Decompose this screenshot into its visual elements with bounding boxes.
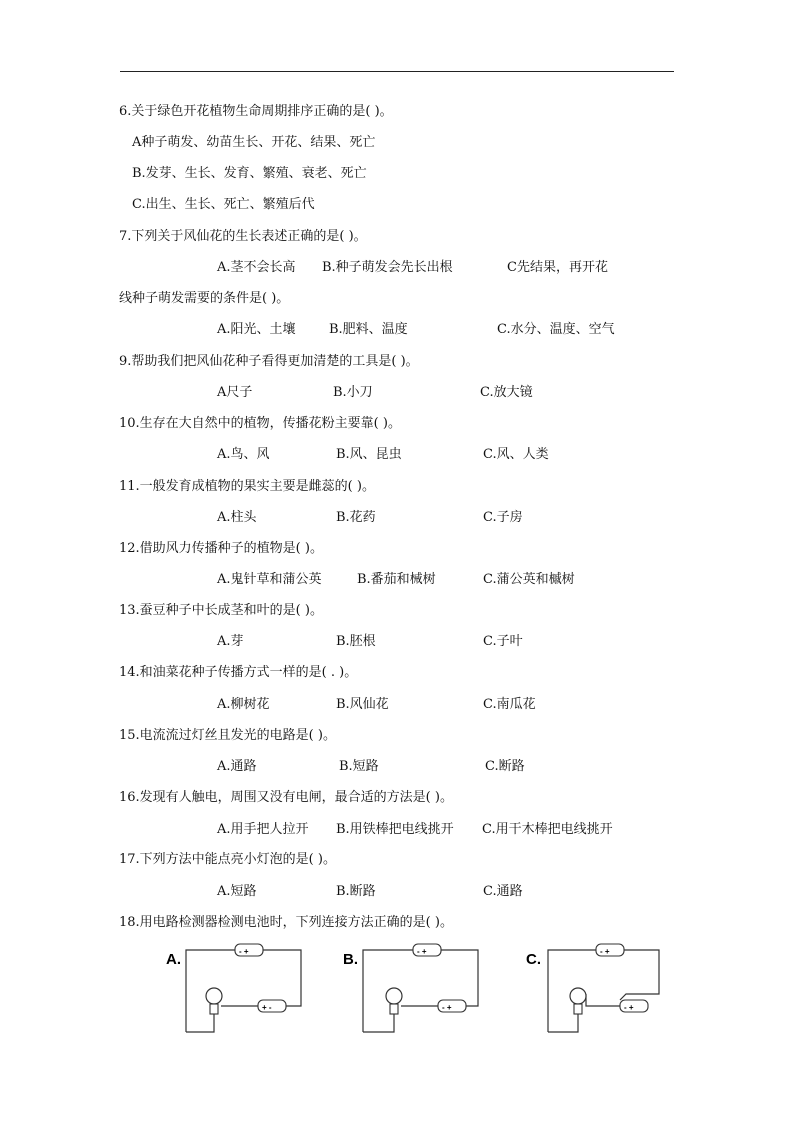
wire — [624, 950, 659, 994]
question-13-stem: 13.蚕豆种子中长成茎和叶的是( )。 — [119, 603, 323, 618]
question-11-option-c: C.子房 — [483, 510, 523, 525]
wire — [548, 1014, 578, 1032]
question-9-option-a: A尺子 — [217, 385, 253, 400]
bulb-base — [390, 1004, 398, 1014]
question-15-option-c: C.断路 — [485, 759, 525, 774]
question-14-option-c: C.南瓜花 — [483, 697, 536, 712]
question-15-stem: 15.电流流过灯丝且发光的电路是( )。 — [119, 728, 336, 743]
battery-polarity: - + — [624, 1003, 634, 1012]
battery-polarity: - + — [600, 947, 610, 956]
circuit-b-label: B. — [343, 951, 358, 968]
wire — [586, 994, 620, 1006]
wire — [363, 1014, 394, 1032]
question-9-stem: 9.帮助我们把风仙花种子看得更加清楚的工具是( )。 — [119, 354, 419, 369]
question-8-option-a: A.阳光、土壤 — [217, 322, 296, 337]
question-8-option-c: C.水分、温度、空气 — [497, 322, 615, 337]
battery-polarity: + - — [262, 1003, 272, 1012]
question-15-option-a: A.通路 — [217, 759, 257, 774]
question-8-option-b: B.肥料、温度 — [329, 322, 408, 337]
question-7-option-b: B.种子萌发会先长出根 — [322, 260, 453, 275]
question-16-option-c: C.用干木棒把电线挑开 — [482, 822, 613, 837]
question-6-stem: 6.关于绿色开花植物生命周期排序正确的是( )。 — [119, 104, 393, 119]
circuit-diagram-c — [526, 944, 656, 1034]
question-6-option-a: A种子萌发、幼苗生长、开花、结果、死亡 — [132, 135, 376, 150]
circuit-diagram-b — [343, 944, 473, 1034]
wire — [620, 994, 648, 1000]
wire — [186, 1014, 214, 1032]
question-10-option-c: C.风、人类 — [483, 447, 549, 462]
question-9-option-c: C.放大镜 — [480, 385, 533, 400]
question-17-option-c: C.通路 — [483, 884, 523, 899]
question-16-stem: 16.发现有人触电，周围又没有电闸，最合适的方法是( )。 — [119, 790, 453, 805]
battery-polarity: - + — [239, 947, 249, 956]
battery-polarity: - + — [442, 1003, 452, 1012]
circuit-a-label: A. — [166, 951, 181, 968]
question-16-option-b: B.用铁棒把电线挑开 — [336, 822, 454, 837]
light-bulb-icon — [570, 988, 586, 1004]
question-14-stem: 14.和油菜花种子传播方式一样的是( . )。 — [119, 665, 358, 680]
light-bulb-icon — [386, 988, 402, 1004]
question-14-option-a: A.柳树花 — [217, 697, 270, 712]
question-18-stem: 18.用电路检测器检测电池时，下列连接方法正确的是( )。 — [119, 915, 453, 930]
question-17-option-b: B.断路 — [336, 884, 376, 899]
circuit-diagram-a — [166, 944, 296, 1034]
question-9-option-b: B.小刀 — [333, 385, 373, 400]
question-10-stem: 10.生存在大自然中的植物，传播花粉主要靠( )。 — [119, 416, 401, 431]
question-7-option-a: A.茎不会长高 — [217, 260, 296, 275]
question-11-stem: 11.一般发育成植物的果实主要是雌蕊的( )。 — [119, 479, 375, 494]
question-7-option-c: C先结果，再开花 — [507, 260, 608, 275]
header-rule — [120, 71, 674, 72]
question-17-option-a: A.短路 — [217, 884, 257, 899]
question-13-option-c: C.子叶 — [483, 634, 523, 649]
question-12-option-c: C.蒲公英和槭树 — [483, 572, 575, 587]
circuit-c-label: C. — [526, 951, 541, 968]
light-bulb-icon — [206, 988, 222, 1004]
battery-polarity: - + — [417, 947, 427, 956]
question-17-stem: 17.下列方法中能点亮小灯泡的是( )。 — [119, 852, 336, 867]
question-13-option-a: A.芽 — [217, 634, 244, 649]
question-8-stem: 线种子萌发需要的条件是( )。 — [119, 291, 290, 306]
question-13-option-b: B.胚根 — [336, 634, 376, 649]
question-16-option-a: A.用手把人拉开 — [217, 822, 309, 837]
question-10-option-b: B.风、昆虫 — [336, 447, 402, 462]
question-12-option-b: B.番茄和械树 — [357, 572, 436, 587]
question-6-option-c: C.出生、生长、死亡、繁殖后代 — [132, 197, 315, 212]
question-10-option-a: A.鸟、风 — [217, 447, 270, 462]
question-14-option-b: B.风仙花 — [336, 697, 389, 712]
question-12-option-a: A.鬼针草和蒲公英 — [217, 572, 322, 587]
wire — [441, 950, 478, 1006]
bulb-base — [210, 1004, 218, 1014]
question-12-stem: 12.借助风力传播种子的植物是( )。 — [119, 541, 323, 556]
question-6-option-b: B.发芽、生长、发育、繁殖、衰老、死亡 — [132, 166, 367, 181]
question-11-option-a: A.柱头 — [217, 510, 257, 525]
wire — [263, 950, 301, 1006]
question-11-option-b: B.花药 — [336, 510, 376, 525]
bulb-base — [574, 1004, 582, 1014]
question-15-option-b: B.短路 — [339, 759, 379, 774]
question-7-stem: 7.下列关于风仙花的生长表述正确的是( )。 — [119, 229, 367, 244]
